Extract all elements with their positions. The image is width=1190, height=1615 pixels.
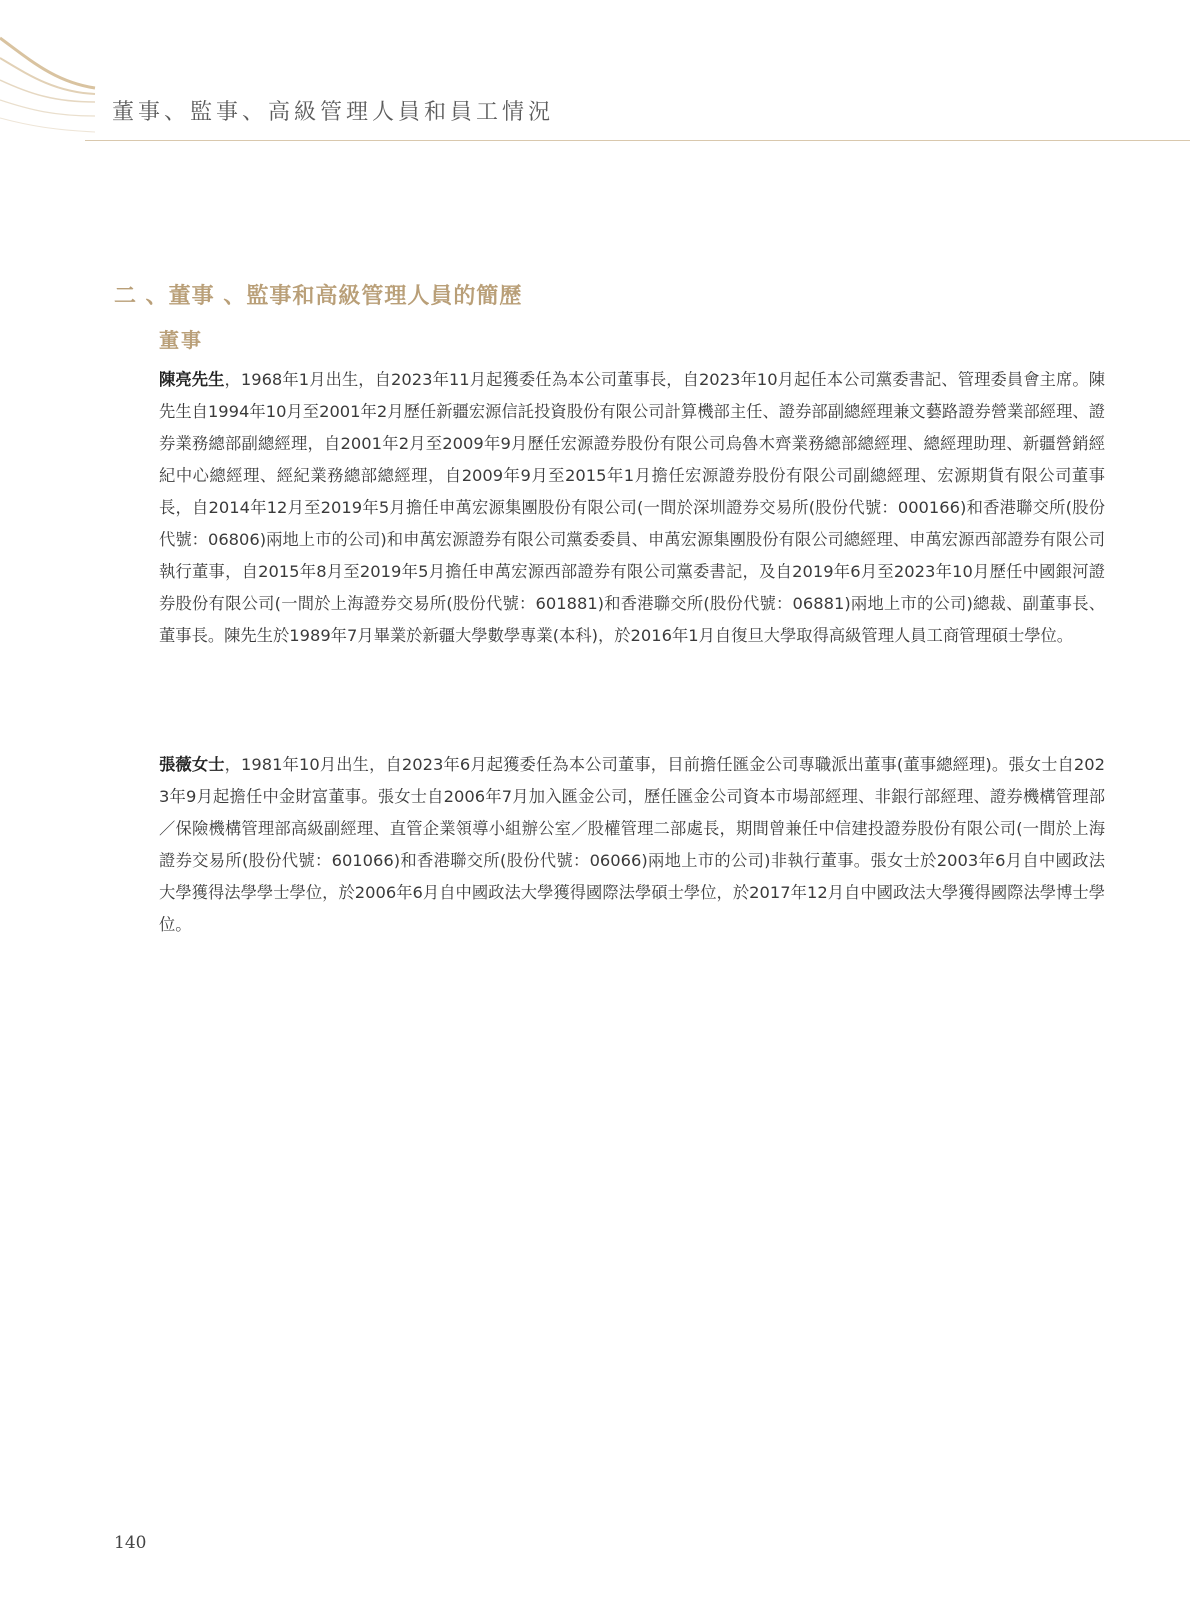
bio-text: ，1968年1月出生，自2023年11月起獲委任為本公司董事長，自2023年10月起任本公司黨委書記、管理委員會主席。陳先生自1994年10月至2001年2月歷任新疆宏源信託投資股份有限公司計算機部主任、證券部副總經理兼文藝路證券營業部經理、證券業務總部副總經理，自2001年2月至2009年9月歷任宏源證券股份有限公司烏魯木齊業務總部總經理、總經理助理、新疆營銷經紀中心總經理、經紀業務總部總經理，自2009年9月至2015年1月擔任宏源證券股份有限公司副總經理、宏源期貨有限公司董事長，自2014年12月至2019年5月擔任申萬宏源集團股份有限公司(一間於深圳證券交易所(股份代號：000166)和香港聯交所(股份代號：06806)兩地上市的公司)和申萬宏源證券有限公司黨委委員、申萬宏源集團股份有限公司總經理、申萬宏源西部證券有限公司執行董事，自2015年8月至2019年5月擔任申萬宏源西部證券有限公司黨委書記，及自2019年6月至2023年10月歷任中國銀河證券股份有限公司(一間於上海證券交易所(股份代號：601881)和香港聯交所(股份代號：06881)兩地上市的公司)總裁、副董事長、董事長。陳先生於1989年7月畢業於新疆大學數學專業(本科)，於2016年1月自復旦大學取得高級管理人員工商管理碩士學位。 — [159, 370, 1105, 645]
header-decoration — [0, 30, 100, 140]
page-number: 140 — [114, 1533, 147, 1553]
subsection-title: 董事 — [159, 328, 203, 352]
section-title: 二 、董事 、監事和高級管理人員的簡歷 — [114, 284, 523, 309]
header-title: 董事、監事、高級管理人員和員工情況 — [112, 100, 555, 125]
bio-name: 陳亮先生 — [159, 370, 225, 389]
bio-name: 張薇女士 — [159, 755, 225, 774]
bio-paragraph — [159, 364, 1105, 652]
bio-text: ，1981年10月出生，自2023年6月起獲委任為本公司董事，目前擔任匯金公司專職派出董事(董事總經理)。張女士自2023年9月起擔任中金財富董事。張女士自2006年7月加入匯金公司，歷任匯金公司資本市場部經理、非銀行部經理、證券機構管理部／保險機構管理部高級副經理、直管企業領導小組辦公室／股權管理二部處長，期間曾兼任中信建投證券股份有限公司(一間於上海證券交易所(股份代號：601066)和香港聯交所(股份代號：06066)兩地上市的公司)非執行董事。張女士於2003年6月自中國政法大學獲得法學學士學位，於2006年6月自中國政法大學獲得國際法學碩士學位，於2017年12月自中國政法大學獲得國際法學博士學位。 — [159, 755, 1105, 934]
header-divider — [85, 140, 1190, 141]
bio-paragraph — [159, 749, 1105, 941]
